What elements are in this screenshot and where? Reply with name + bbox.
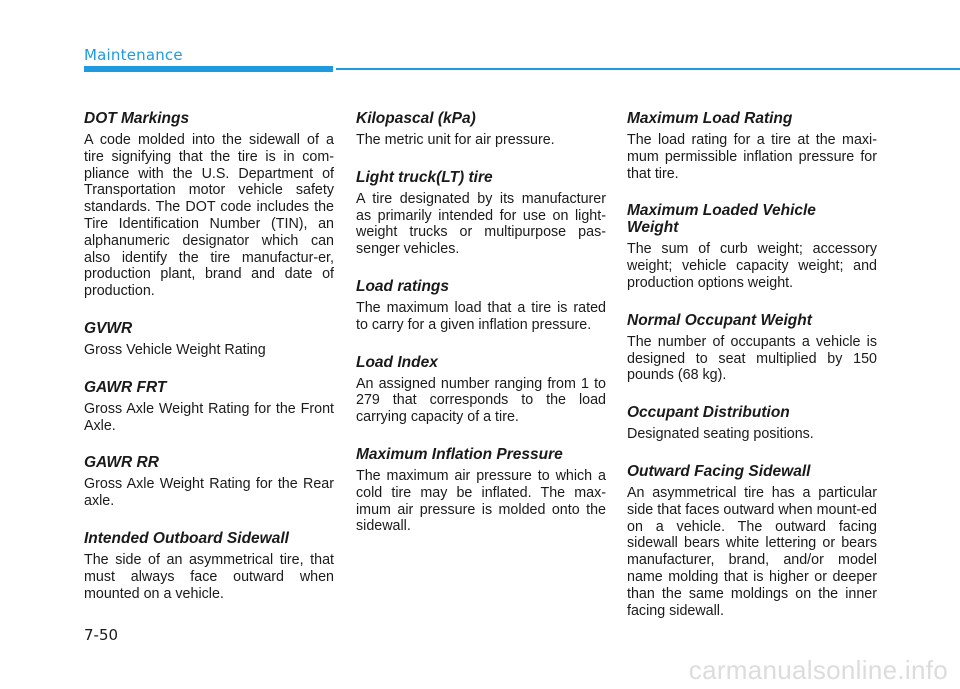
entry-definition: The load rating for a tire at the maxi-mum permissible inflation pressure for that tire. bbox=[627, 132, 877, 182]
column-middle bbox=[356, 110, 606, 555]
entry-definition: The maximum load that a tire is rated to carry for a given inflation pressure. bbox=[356, 299, 606, 333]
entry-definition: An asymmetrical tire has a particular side that faces outward when mount-ed on a vehicle. The outward facing sidewall bears white lettering or bears manufacturer, brand, and/or model name molding that is higher or deeper than the same moldings on the inner facing sidewall. bbox=[627, 484, 877, 619]
glossary-entry bbox=[84, 454, 334, 510]
entry-term: Normal Occupant Weight bbox=[627, 311, 812, 329]
entry-definition: Gross Axle Weight Rating for the Front Axle. bbox=[84, 400, 334, 434]
entry-definition: Gross Vehicle Weight Rating bbox=[84, 341, 266, 358]
entry-term: GAWR FRT bbox=[84, 378, 167, 396]
glossary-entry bbox=[627, 110, 877, 182]
entry-term: Maximum Inflation Pressure bbox=[356, 445, 563, 463]
glossary-entry bbox=[356, 110, 606, 149]
header-bar-thick bbox=[84, 66, 333, 72]
entry-term: Kilopascal (kPa) bbox=[356, 110, 476, 127]
glossary-entry bbox=[84, 530, 334, 602]
glossary-entry bbox=[84, 110, 334, 300]
column-left bbox=[84, 110, 334, 622]
glossary-entry bbox=[84, 320, 334, 359]
entry-definition: The side of an asymmetrical tire, that must always face outward when mounted on a vehicle. bbox=[84, 551, 334, 602]
section-title: Maintenance bbox=[84, 46, 183, 64]
entry-definition: The number of occupants a vehicle is designed to seat multiplied by 150 pounds (68 kg). bbox=[627, 333, 877, 384]
glossary-entry bbox=[627, 463, 877, 619]
glossary-entry bbox=[356, 278, 606, 334]
entry-term: Maximum Loaded Vehicle Weight bbox=[627, 202, 816, 237]
entry-definition: An assigned number ranging from 1 to 279 that corresponds to the load carrying capacity of a tire. bbox=[356, 375, 606, 426]
glossary-entry bbox=[356, 354, 606, 426]
entry-definition: The metric unit for air pressure. bbox=[356, 132, 555, 148]
entry-definition: Gross Axle Weight Rating for the Rear axle. bbox=[84, 476, 334, 510]
glossary-entry bbox=[627, 404, 877, 443]
watermark: carmanualsonline.info bbox=[688, 655, 948, 685]
glossary-entry bbox=[627, 202, 877, 291]
entry-definition: The maximum air pressure to which a cold tire may be inflated. The max-imum air pressure is molded onto the sidewall. bbox=[356, 467, 606, 535]
entry-definition: Designated seating positions. bbox=[627, 426, 814, 443]
column-right bbox=[627, 110, 877, 639]
glossary-entry bbox=[627, 312, 877, 384]
entry-term: Outward Facing Sidewall bbox=[627, 462, 811, 480]
entry-term: Load ratings bbox=[356, 277, 450, 295]
entry-term: Occupant Distribution bbox=[627, 404, 790, 422]
entry-definition: A tire designated by its manufacturer as primarily intended for use on light-weight trucks or multipurpose pas-senger vehicles. bbox=[356, 190, 606, 258]
entry-term: GAWR RR bbox=[84, 454, 159, 472]
entry-term: Light truck(LT) tire bbox=[356, 168, 493, 186]
glossary-entry bbox=[356, 446, 606, 535]
header-rule bbox=[336, 68, 960, 70]
glossary-entry bbox=[84, 379, 334, 435]
entry-term: DOT Markings bbox=[84, 110, 190, 127]
glossary-entry bbox=[356, 169, 606, 258]
entry-term: GVWR bbox=[84, 319, 133, 337]
entry-definition: A code molded into the sidewall of a tire signifying that the tire is in com-pliance with the U.S. Department of Transportation motor vehicle safety standards. The DOT code includes the Tire Identification Number (TIN), an alphanumeric designator which can also identify the tire manufactur-er, production plant, brand and date of production. bbox=[84, 132, 334, 300]
entry-term: Load Index bbox=[356, 353, 438, 371]
entry-term: Intended Outboard Sidewall bbox=[84, 529, 289, 547]
entry-term: Maximum Load Rating bbox=[627, 110, 793, 127]
entry-definition: The sum of curb weight; accessory weight; vehicle capacity weight; and production options weight. bbox=[627, 241, 877, 291]
page-number: 7-50 bbox=[84, 626, 119, 644]
